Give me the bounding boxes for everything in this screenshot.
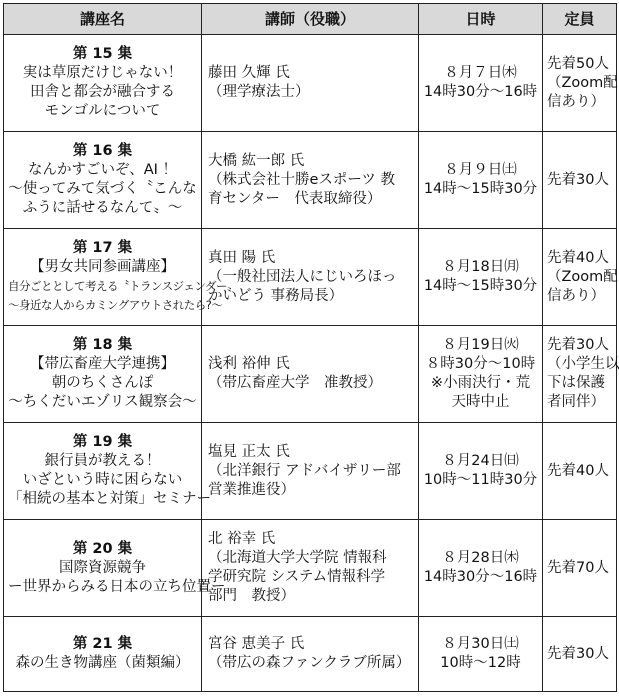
- course-title-line: ～使ってみて気づく〝こんな: [8, 181, 197, 197]
- lecturer-cell: [202, 229, 419, 326]
- lecturer-line: （株式会社十勝eスポーツ 教: [208, 171, 395, 188]
- capacity-line: （Zoom配: [547, 268, 618, 285]
- table-row: [4, 326, 617, 423]
- datetime-cell: [419, 326, 543, 423]
- datetime-line: 天時中止: [451, 394, 510, 410]
- capacity-line: 先着30人: [547, 645, 609, 662]
- course-number: 第 18 集: [72, 337, 133, 353]
- datetime-line: ８月19日㈫: [442, 337, 519, 353]
- lecture-table: [3, 3, 617, 692]
- capacity-line: 先着40人: [547, 249, 609, 266]
- datetime-line: 14時～15時30分: [423, 278, 538, 294]
- datetime-line: ８月24日㈰: [442, 453, 519, 469]
- datetime-line: ８月30日㈯: [442, 636, 519, 652]
- datetime-cell: [419, 35, 543, 132]
- lecturer-line: 学研究院 システム情報科学: [208, 569, 386, 585]
- header-capacity: 定員: [543, 4, 617, 35]
- capacity-line: 下は保護: [547, 375, 605, 391]
- course-title-line: 実は草原だけじゃない！: [22, 65, 183, 81]
- datetime-cell: [419, 229, 543, 326]
- course-title-line: ～ちくだいエゾリス観察会～: [8, 394, 197, 410]
- lecturer-line: （帯広の森ファンクラブ所属）: [208, 655, 411, 671]
- datetime-line: ８月28日㈭: [442, 550, 519, 566]
- table-row: [4, 229, 617, 326]
- course-title-line: 銀行員が教える！: [44, 453, 161, 469]
- capacity-cell: [543, 229, 617, 326]
- table-row: [4, 35, 617, 132]
- capacity-line: 信あり）: [547, 93, 605, 110]
- course-title-cell: [4, 423, 211, 520]
- lecturer-cell: [202, 617, 419, 692]
- header-datetime: 日時: [419, 4, 543, 35]
- header-lecturer: 講師（役職）: [202, 4, 419, 35]
- lecturer-cell: [202, 35, 419, 132]
- course-title-cell: [4, 132, 202, 229]
- course-title-cell: [4, 326, 202, 423]
- lecturer-line: 大橋 紘一郎 氏: [208, 152, 305, 169]
- capacity-line: 先着30人: [547, 337, 609, 353]
- capacity-cell: [543, 326, 617, 423]
- datetime-line: ８時30分～10時: [425, 356, 536, 372]
- course-title-line: なんかすごいぞ、AI ！: [27, 162, 177, 178]
- datetime-line: ８月７日㈭: [444, 65, 517, 81]
- course-title-line: いざという時に困らない: [22, 472, 183, 488]
- course-title-line: 田舎と都会が融合する: [30, 84, 175, 100]
- lecturer-line: 育センター 代表取締役）: [208, 190, 382, 207]
- lecture-schedule: [3, 3, 617, 692]
- header-title: 講座名: [4, 4, 202, 35]
- lecturer-cell: [202, 520, 419, 617]
- course-title-line: 国際資源競争: [59, 559, 146, 576]
- datetime-line: 10時～11時30分: [423, 472, 538, 488]
- datetime-line: 14時30分～16時: [423, 84, 538, 100]
- table-row: [4, 423, 617, 520]
- lecturer-line: 北 裕幸 氏: [208, 531, 276, 547]
- table-row: [4, 132, 617, 229]
- lecturer-line: 藤田 久輝 氏: [208, 65, 290, 81]
- datetime-line: ※小雨決行・荒: [430, 375, 531, 391]
- table-row: [4, 617, 617, 692]
- lecturer-line: （一般社団法人にじいろほっ: [208, 268, 397, 285]
- course-title-line: 【帯広畜産大学連携】: [30, 356, 175, 372]
- course-title-line: ふうに話せるなんて〟～: [22, 200, 183, 216]
- lecturer-line: 宮谷 恵美子 氏: [208, 636, 305, 652]
- course-title-line: 「相続の基本と対策」セミナー: [8, 491, 211, 507]
- capacity-cell: [543, 520, 617, 617]
- datetime-cell: [419, 617, 543, 692]
- capacity-cell: [543, 132, 617, 229]
- course-title-line: ～身近な人からカミングアウトされたら?～: [8, 298, 223, 312]
- capacity-cell: [543, 35, 617, 132]
- course-title-cell: [4, 617, 202, 692]
- course-title-cell: [4, 35, 202, 132]
- course-number: 第 21 集: [72, 636, 133, 652]
- capacity-line: 信あり）: [547, 287, 605, 304]
- lecturer-line: （帯広畜産大学 准教授）: [208, 375, 382, 391]
- datetime-line: 14時～15時30分: [423, 181, 538, 197]
- lecturer-line: （北洋銀行 アドバイザリー部: [208, 462, 401, 479]
- lecturer-line: 塩見 正太 氏: [208, 443, 290, 460]
- course-number: 第 15 集: [72, 46, 133, 62]
- course-title-cell: [4, 520, 226, 617]
- datetime-cell: [419, 520, 543, 617]
- lecturer-line: 部門 教授）: [208, 588, 295, 604]
- lecturer-line: かいどう 事務局長）: [208, 287, 344, 304]
- capacity-line: 者同伴）: [547, 394, 605, 410]
- course-number: 第 20 集: [72, 540, 133, 557]
- lecturer-cell: [202, 423, 419, 520]
- table-header-row: [4, 4, 617, 35]
- lecturer-cell: [202, 132, 419, 229]
- datetime-line: ８月18日㈪: [442, 259, 519, 275]
- course-title-cell: [4, 229, 238, 326]
- capacity-line: 先着70人: [547, 559, 609, 576]
- datetime-cell: [419, 423, 543, 520]
- course-title-line: 朝のちくさんぽ: [51, 375, 154, 391]
- lecturer-line: 営業推進役）: [208, 481, 295, 498]
- datetime-cell: [419, 132, 543, 229]
- capacity-line: （小学生以: [547, 356, 619, 372]
- capacity-line: 先着30人: [547, 171, 609, 188]
- lecturer-line: 真田 陽 氏: [208, 249, 276, 266]
- capacity-cell: [543, 617, 617, 692]
- course-title-line: ー世界からみる日本の立ち位置ー: [8, 578, 226, 595]
- course-number: 第 19 集: [72, 434, 133, 450]
- course-title-line: 【男女共同参画講座】: [30, 259, 175, 275]
- lecturer-line: 浅利 裕伸 氏: [208, 356, 290, 372]
- course-number: 第 16 集: [72, 143, 133, 159]
- datetime-line: 14時30分～16時: [423, 569, 538, 585]
- course-title-line: 森の生き物講座（菌類編）: [15, 655, 190, 671]
- capacity-line: 先着50人: [547, 55, 609, 72]
- course-title-line: モンゴルについて: [44, 103, 161, 119]
- course-number: 第 17 集: [72, 240, 133, 256]
- lecturer-cell: [202, 326, 419, 423]
- table-row: [4, 520, 617, 617]
- datetime-line: ８月９日㈯: [444, 162, 517, 178]
- course-title-line: 自分ごととして考える〝トランスジェンダー〟: [8, 279, 238, 293]
- datetime-line: 10時～12時: [440, 655, 521, 671]
- capacity-line: 先着40人: [547, 462, 609, 479]
- capacity-cell: [543, 423, 617, 520]
- capacity-line: （Zoom配: [547, 74, 618, 91]
- lecturer-line: （理学療法士）: [208, 84, 310, 100]
- lecturer-line: （北海道大学大学院 情報科: [208, 550, 387, 566]
